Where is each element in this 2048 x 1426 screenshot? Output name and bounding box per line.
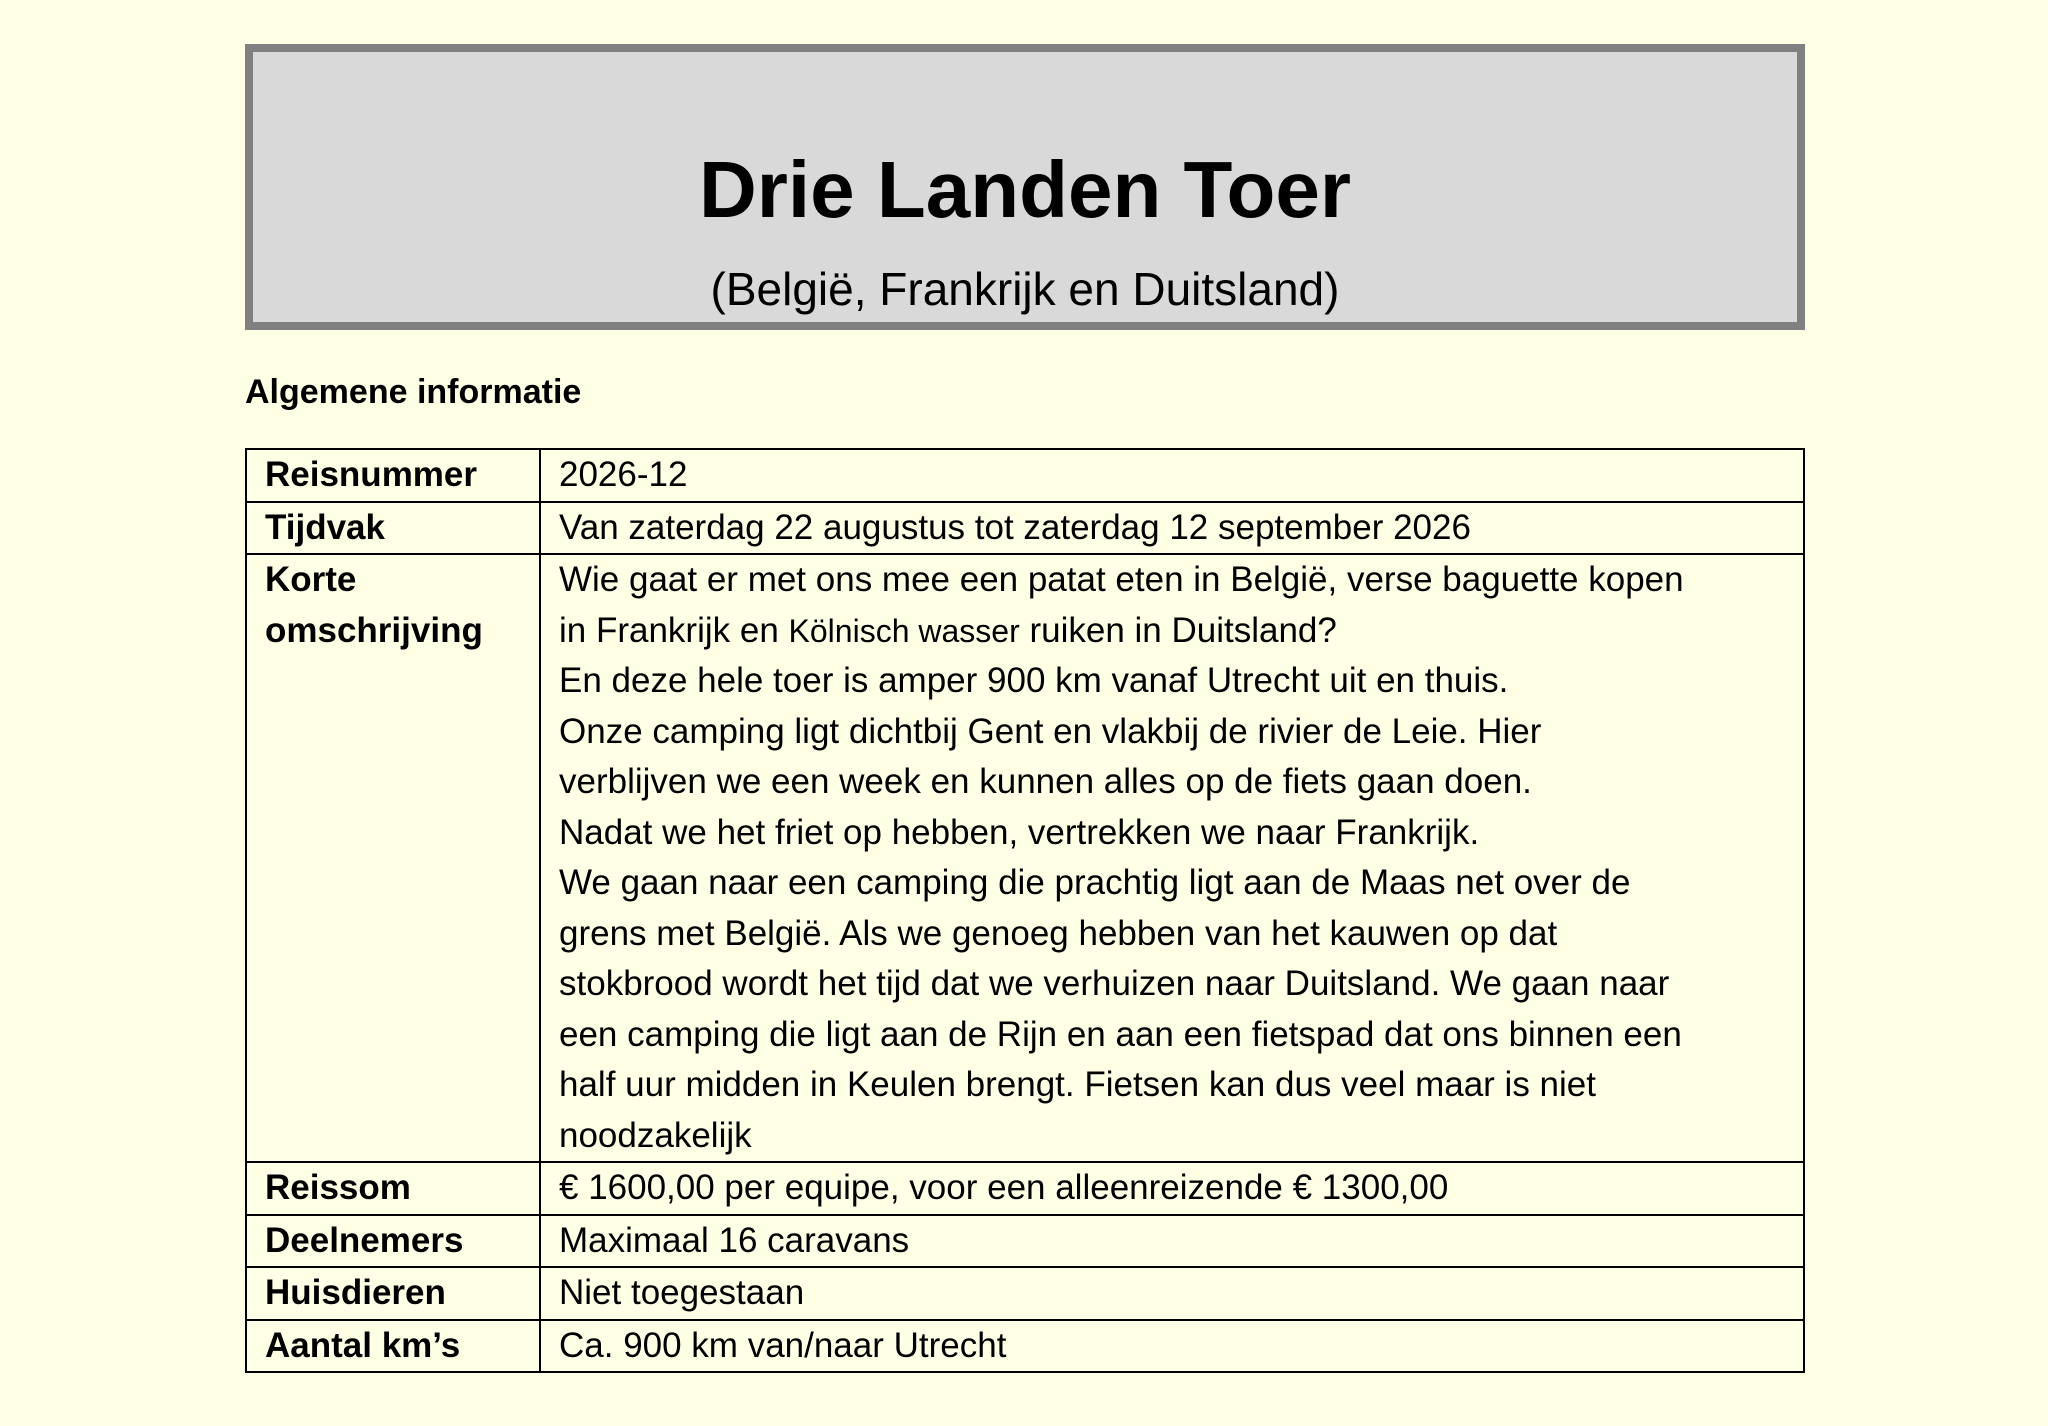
row-label: Huisdieren	[246, 1267, 540, 1320]
table-row	[246, 1267, 1804, 1320]
description-text: ruiken in Duitsland?	[1019, 610, 1337, 650]
table-row	[246, 1215, 1804, 1268]
description-text: in Frankrijk en	[559, 610, 789, 650]
description-line: Wie gaat er met ons mee een patat eten in België, verse baguette kopen	[559, 560, 1684, 599]
page-title: Drie Landen Toer	[699, 145, 1351, 234]
row-label: Deelnemers	[246, 1215, 540, 1268]
table-row	[246, 554, 1804, 1162]
row-label	[246, 554, 540, 1162]
description-line: verblijven we een week en kunnen alles op de fiets gaan doen.	[559, 762, 1532, 801]
row-label: Tijdvak	[246, 502, 540, 555]
table-row	[246, 1320, 1804, 1373]
row-value: Maximaal 16 caravans	[540, 1215, 1804, 1268]
row-value: € 1600,00 per equipe, voor een alleenreizende € 1300,00	[540, 1162, 1804, 1215]
description-line: stokbrood wordt het tijd dat we verhuizen naar Duitsland. We gaan naar	[559, 964, 1670, 1003]
description-line: noodzakelijk	[559, 1115, 752, 1155]
row-label-line: omschrijving	[265, 610, 483, 650]
table-row	[246, 502, 1804, 555]
description-line: Nadat we het friet op hebben, vertrekken we naar Frankrijk.	[559, 812, 1480, 852]
row-label: Reisnummer	[246, 449, 540, 502]
description-cell	[540, 554, 1804, 1162]
row-label: Aantal km’s	[246, 1320, 540, 1373]
table-row	[246, 1162, 1804, 1215]
info-table	[245, 448, 1805, 1373]
page-subtitle: (België, Frankrijk en Duitsland)	[710, 263, 1340, 315]
row-value: Ca. 900 km van/naar Utrecht	[540, 1320, 1804, 1373]
description-text-small: Kölnisch wasser	[788, 612, 1020, 649]
row-value: Niet toegestaan	[540, 1267, 1804, 1320]
description-line: Onze camping ligt dichtbij Gent en vlakbij de rivier de Leie. Hier	[559, 711, 1542, 751]
row-label-line: Korte	[265, 560, 357, 599]
table-row	[246, 449, 1804, 502]
title-box	[245, 44, 1805, 330]
description-line: We gaan naar een camping die prachtig ligt aan de Maas net over de	[559, 863, 1631, 902]
description-line: een camping die ligt aan de Rijn en aan een fietspad dat ons binnen een	[559, 1014, 1682, 1054]
row-value: Van zaterdag 22 augustus tot zaterdag 12 september 2026	[540, 502, 1804, 555]
description-line: En deze hele toer is amper 900 km vanaf Utrecht uit en thuis.	[559, 661, 1509, 700]
description-line: half uur midden in Keulen brengt. Fietsen kan dus veel maar is niet	[559, 1065, 1596, 1104]
section-heading: Algemene informatie	[245, 373, 582, 411]
description-line	[559, 606, 1785, 657]
row-value: 2026-12	[540, 449, 1804, 502]
description-line: grens met België. Als we genoeg hebben van het kauwen op dat	[559, 913, 1558, 953]
row-label: Reissom	[246, 1162, 540, 1215]
